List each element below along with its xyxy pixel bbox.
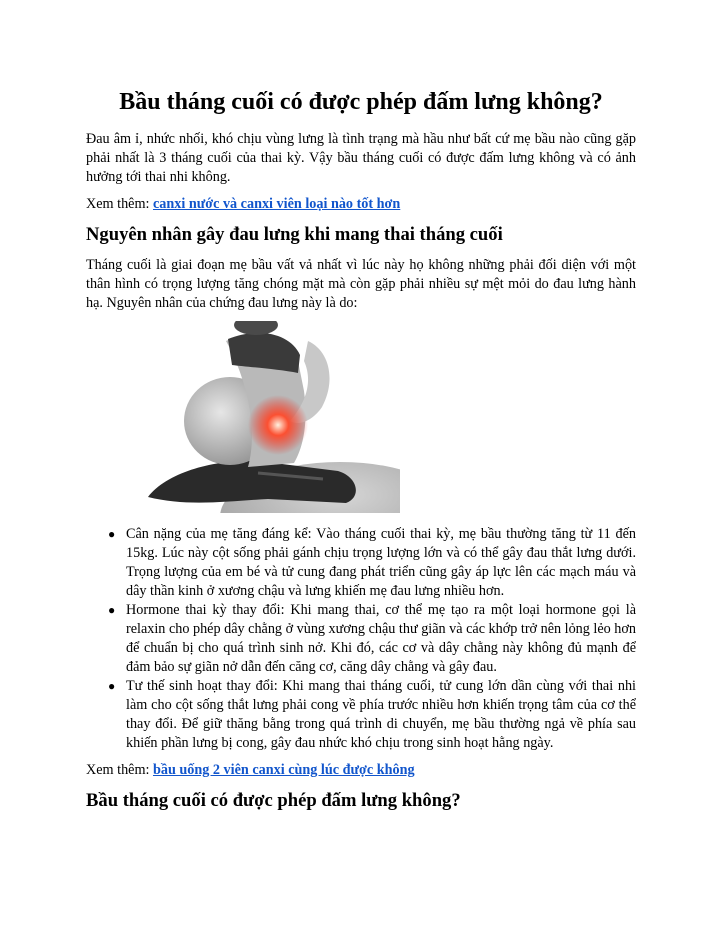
bullet-icon: ● — [108, 527, 116, 541]
see-also-1-prefix: Xem thêm: — [86, 196, 153, 212]
list-item-text: Cân nặng của mẹ tăng đáng kể: Vào tháng cuối thai kỳ, mẹ bầu thường tăng từ 11 đến 15kg. Lúc này cột sống phải gánh chịu trọng lượng lớn và có thể gây đau thắt lưng dưới. Trọng lượng của em bé và tử cung đang phát triển cũng gây áp lực lên các mạch máu và dây thần kinh ở xương chậu và lưng khiến mẹ đau lưng nhiều hơn. — [126, 526, 636, 599]
document-page — [86, 88, 636, 822]
see-also-2 — [86, 761, 636, 780]
see-also-2-link[interactable]: bầu uống 2 viên canxi cùng lúc được không — [152, 762, 415, 778]
pain-highlight — [248, 395, 308, 455]
section2-heading: Bầu tháng cuối có được phép đấm lưng không? — [86, 790, 461, 811]
intro-paragraph: Đau âm ỉ, nhức nhối, khó chịu vùng lưng là tình trạng mà hầu như bất cứ mẹ bầu nào cũng gặp phải nhất là 3 tháng cuối của thai kỳ. Vậy bầu tháng cuối có được đấm lưng không và có ảnh hưởng tới thai nhi không. — [86, 131, 636, 185]
list-item — [108, 601, 636, 677]
see-also-1-link[interactable]: canxi nước và canxi viên loại nào tốt hơn — [152, 196, 401, 212]
section1-heading: Nguyên nhân gây đau lưng khi mang thai tháng cuối — [86, 224, 503, 245]
page-title: Bầu tháng cuối có được phép đấm lưng không? — [119, 89, 603, 115]
bullet-icon: ● — [108, 603, 116, 617]
list-item-text: Hormone thai kỳ thay đổi: Khi mang thai, cơ thể mẹ tạo ra một loại hormone gọi là relaxin cho phép dây chằng ở vùng xương chậu thư giãn và các khớp trở nên lỏng lẻo hơn để chuẩn bị cho quá trình sinh nở. Khi đó, các cơ và dây chằng này không đủ mạnh để đảm bảo sự giãn nở dẫn đến căng cơ, căng dây chằng và gây đau. — [126, 602, 636, 675]
bullet-icon: ● — [108, 679, 116, 693]
pregnant-woman-back-pain-image — [108, 321, 400, 513]
cause-list — [86, 525, 636, 753]
list-item — [108, 525, 636, 601]
list-item-text: Tư thế sinh hoạt thay đổi: Khi mang thai tháng cuối, tử cung lớn dần cùng với thai nhi làm cho cột sống thắt lưng phải cong về phía trước nhiều hơn khiến trọng tâm của cơ thể thay đổi. Để giữ thăng bằng trong quá trình di chuyển, mẹ bầu thường ngả về phía sau khiến phần lưng bị cong, gây đau nhức khó chịu trong sinh hoạt hằng ngày. — [126, 678, 636, 751]
section1-paragraph: Tháng cuối là giai đoạn mẹ bầu vất vả nhất vì lúc này họ không những phải đối diện với một thân hình có trọng lượng tăng chóng mặt mà còn gặp phải nhiều sự mệt mỏi do đau lưng hành hạ. Nguyên nhân của chứng đau lưng này là do: — [86, 257, 636, 311]
see-also-1 — [86, 195, 636, 214]
see-also-2-prefix: Xem thêm: — [86, 762, 153, 778]
list-item — [108, 677, 636, 753]
